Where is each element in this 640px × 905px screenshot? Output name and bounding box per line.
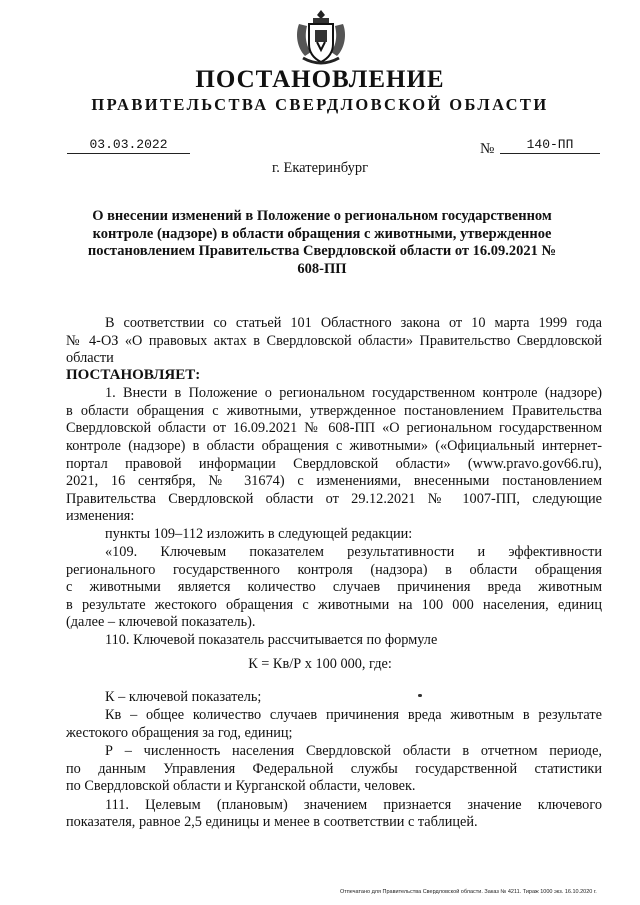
body-line: изменения: [66,508,135,524]
body-line: по данным Управления Федеральной службы государственной статистики [66,761,602,777]
body-line: по Свердловской области и Курганской области, человек. [66,778,416,794]
city: г. Екатеринбург [271,160,369,176]
document-title: ПОСТАНОВЛЕНИЕ [195,66,445,93]
body-line: Кв – общее количество случаев причинения вреда животным в результате [105,707,602,723]
number-sign: № [480,141,495,157]
ink-dot [418,694,422,697]
body-line: с животными является количество случаев причинения вреда животным [66,579,602,595]
body-line: портал правовой информации Свердловской области» (www.pravo.gov66.ru), [66,456,602,472]
body-line: 110. Ключевой показатель рассчитывается по формуле [105,632,438,648]
document-number: 140-ПП [500,137,600,154]
body-line: 1. Внести в Положение о региональном государственном контроле (надзоре) [105,385,602,401]
document-date: 03.03.2022 [67,137,190,154]
body-line: регионального государственного контроля (надзора) в области обращения [66,562,602,578]
body-line: контроле (надзоре) в области обращения с животными» («Официальный интернет- [66,438,602,454]
document-subtitle: ПРАВИТЕЛЬСТВА СВЕРДЛОВСКОЙ ОБЛАСТИ [91,95,549,114]
body-line: Правительства Свердловской области от 29.12.2021 № 1007-ПП, следующие [66,491,602,507]
print-footer: Отпечатано для Правительства Свердловской области. Заказ № 4211. Тираж 1000 экз. 16.10.2020 г. [340,889,597,895]
body-line: в результате жестокого обращения с животными на 100 000 населения, единиц [66,597,602,613]
body-line: пункты 109–112 изложить в следующей редакции: [105,526,413,542]
body-line: в области обращения с животными, утвержденное постановлением Правительства [66,403,602,419]
body-line: области [66,350,114,366]
coat-of-arms-emblem [293,8,349,66]
body-line: (далее – ключевой показатель). [66,614,256,630]
formula: К = Кв/Р х 100 000, где: [248,656,392,672]
resolution-keyword: ПОСТАНОВЛЯЕТ: [66,367,201,383]
body-line: Свердловской области от 16.09.2021 № 608-ПП «О региональном государственном [66,420,602,436]
body-line: жестокого обращения за год, единиц; [66,725,293,741]
body-line: Р – численность населения Свердловской области в отчетном периоде, [105,743,602,759]
body-line: К – ключевой показатель; [105,689,262,705]
body-line: «109. Ключевым показателем результативности и эффективности [105,544,602,560]
body-line: показателя, равное 2,5 единицы и менее в соответствии с таблицей. [66,814,478,830]
body-line: 2021, 16 сентября, № 31674) с изменениями, внесенными постановлением [66,473,602,489]
document-heading: О внесении изменений в Положение о региональном государственном контроле (надзоре) в области обращения с животными, утвержденное постановлением Правительства Свердловской области от 16.09.2021 № 608-ПП [87,208,557,277]
body-line: 111. Целевым (плановым) значением признается значение ключевого [105,797,602,813]
body-line: № 4-ОЗ «О правовых актах в Свердловской области» Правительство Свердловской [66,333,602,349]
body-line: В соответствии со статьей 101 Областного закона от 10 марта 1999 года [105,315,602,331]
